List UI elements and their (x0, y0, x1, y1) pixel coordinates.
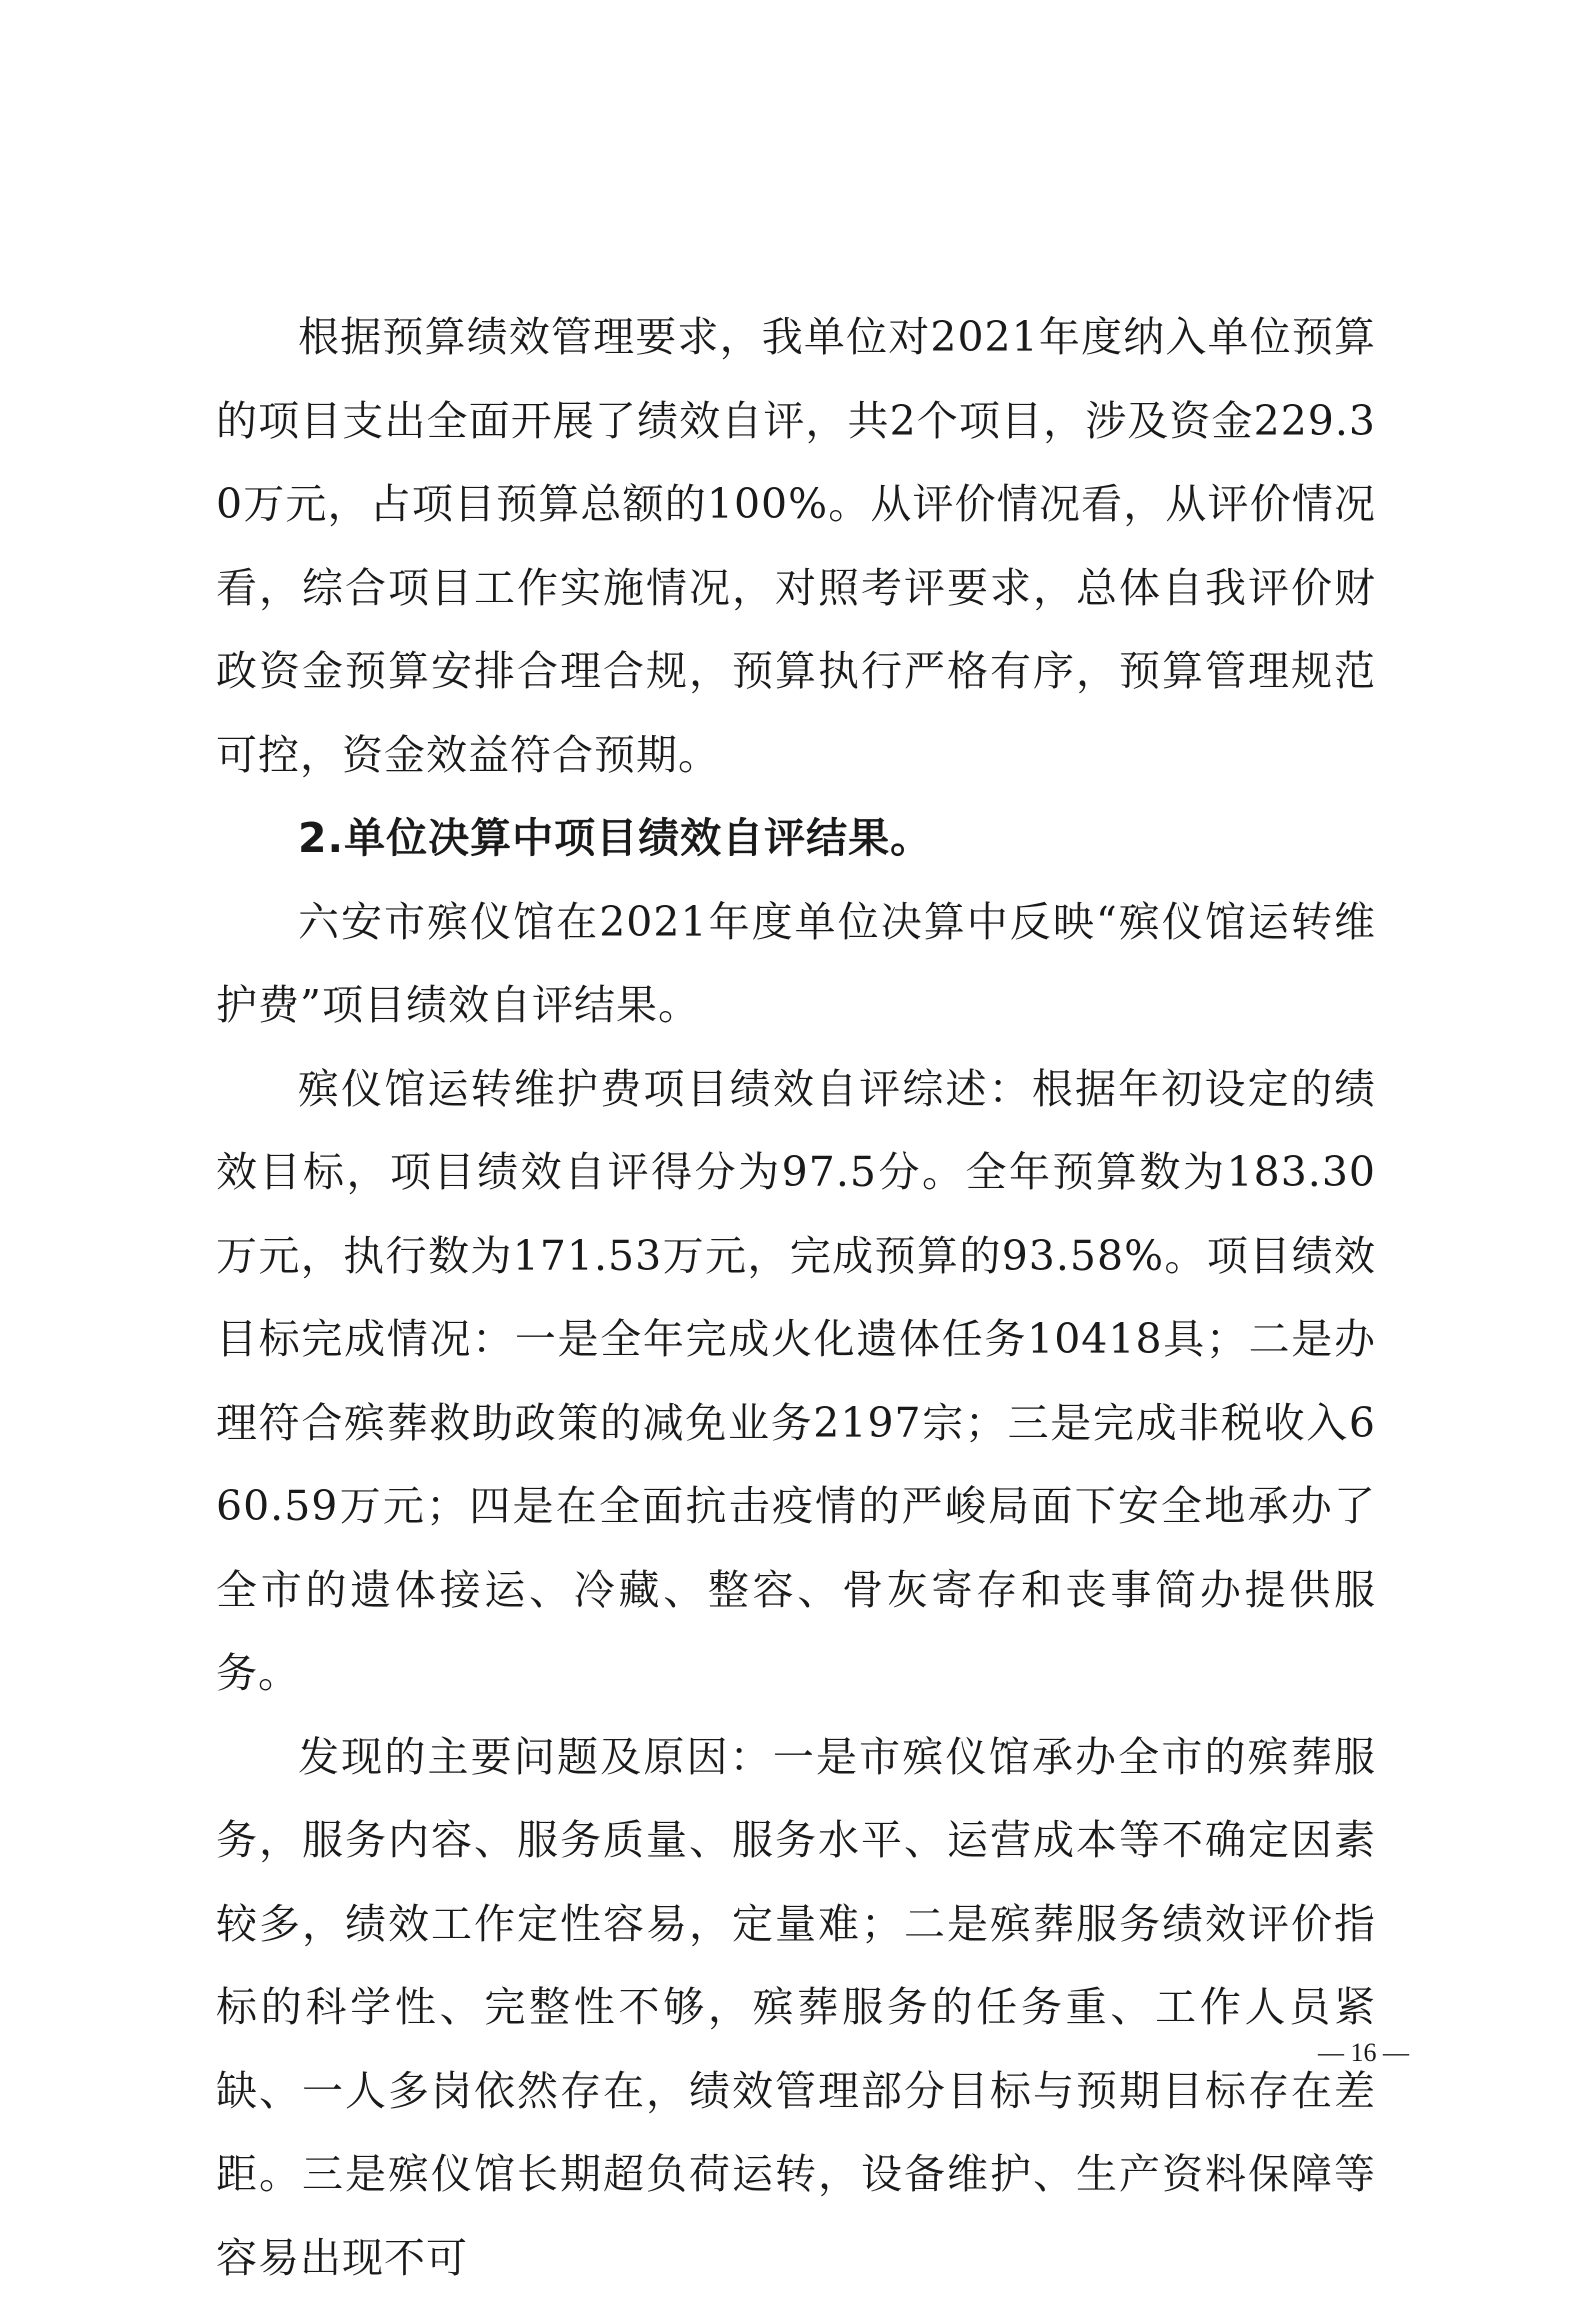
paragraph-evaluation-overview: 殡仪馆运转维护费项目绩效自评综述：根据年初设定的绩效目标，项目绩效自评得分为97.5分。全年预算数为183.30万元，执行数为171.53万元，完成预算的93.58%。项目绩效目标完成情况：一是全年完成火化遗体任务10418具；二是办理符合殡葬救助政策的减免业务2197宗；三是完成非税收入660.59万元；四是在全面抗击疫情的严峻局面下安全地承办了全市的遗体接运、冷藏、整容、骨灰寄存和丧事简办提供服务。 (216, 1048, 1376, 1716)
page-number: — 16 — (1318, 2038, 1409, 2068)
paragraph-performance-summary: 根据预算绩效管理要求，我单位对2021年度纳入单位预算的项目支出全面开展了绩效自评，共2个项目，涉及资金229.30万元，占项目预算总额的100%。从评价情况看，从评价情况看，综合项目工作实施情况，对照考评要求，总体自我评价财政资金预算安排合理合规，预算执行严格有序，预算管理规范可控，资金效益符合预期。 (216, 296, 1376, 797)
paragraph-intro-funeral-home: 六安市殡仪馆在2021年度单位决算中反映“殡仪馆运转维护费”项目绩效自评结果。 (216, 881, 1376, 1048)
paragraph-problems-and-causes: 发现的主要问题及原因：一是市殡仪馆承办全市的殡葬服务，服务内容、服务质量、服务水平、运营成本等不确定因素较多，绩效工作定性容易，定量难；二是殡葬服务绩效评价指标的科学性、完整性不够，殡葬服务的任务重、工作人员紧缺、一人多岗依然存在，绩效管理部分目标与预期目标存在差距。三是殡仪馆长期超负荷运转，设备维护、生产资料保障等容易出现不可 (216, 1716, 1376, 2300)
document-body (216, 296, 1376, 2300)
section-heading-project-self-evaluation: 2.单位决算中项目绩效自评结果。 (216, 797, 1376, 881)
